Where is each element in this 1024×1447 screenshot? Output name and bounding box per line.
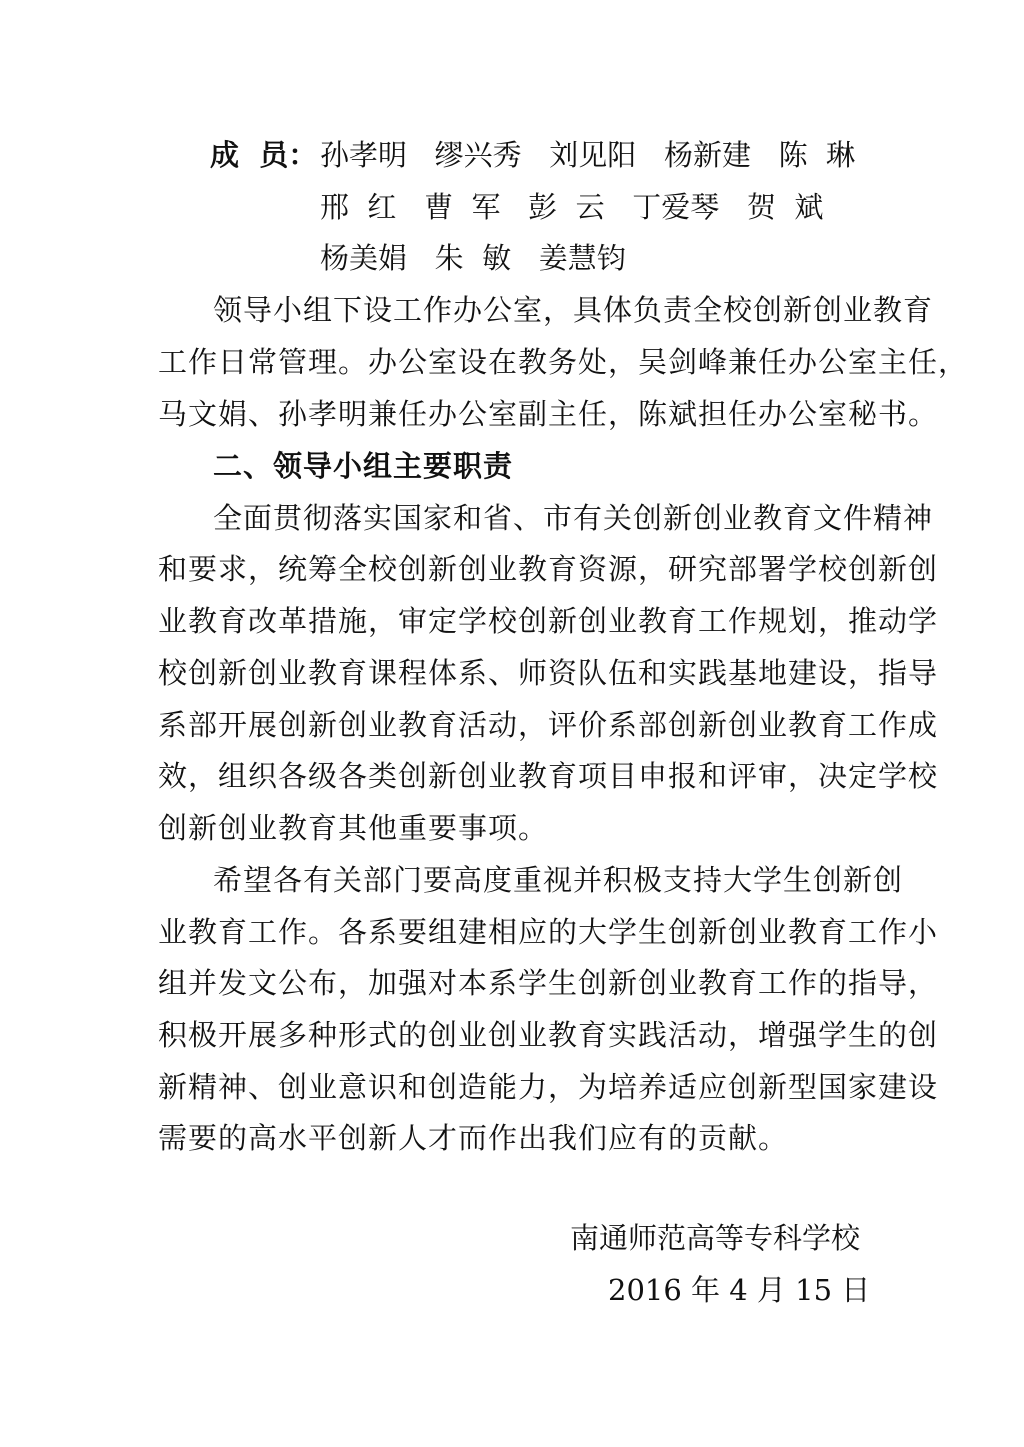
paragraph-line: 效，组织各级各类创新创业教育项目申报和评审，决定学校 (158, 759, 939, 793)
paragraph-line: 积极开展多种形式的创业创业教育实践活动，增强学生的创 (158, 1018, 939, 1052)
paragraph-line: 希望各有关部门要高度重视并积极支持大学生创新创 (213, 863, 904, 897)
paragraph-line: 工作日常管理。办公室设在教务处，吴剑峰兼任办公室主任， (158, 345, 969, 379)
paragraph-line: 校创新创业教育课程体系、师资队伍和实践基地建设，指导 (158, 656, 939, 690)
members-label: 成 员： (210, 138, 318, 172)
paragraph-line: 创新创业教育其他重要事项。 (158, 811, 549, 845)
paragraph-line: 马文娟、孙孝明兼任办公室副主任，陈斌担任办公室秘书。 (158, 397, 939, 431)
paragraph-line: 业教育工作。各系要组建相应的大学生创新创业教育工作小 (158, 915, 939, 949)
members-row: 孙孝明 缪兴秀 刘见阳 杨新建 陈 琳 (320, 138, 856, 172)
paragraph-line: 组并发文公布，加强对本系学生创新创业教育工作的指导， (158, 966, 939, 1000)
paragraph-line: 系部开展创新创业教育活动，评价系部创新创业教育工作成 (158, 708, 939, 742)
section-heading: 二、领导小组主要职责 (213, 449, 514, 483)
paragraph-line: 新精神、创业意识和创造能力，为培养适应创新型国家建设 (158, 1070, 939, 1104)
paragraph-line: 和要求，统筹全校创新创业教育资源，研究部署学校创新创 (158, 552, 939, 586)
paragraph-line: 业教育改革措施，审定学校创新创业教育工作规划，推动学 (158, 604, 939, 638)
paragraph-line: 领导小组下设工作办公室，具体负责全校创新创业教育 (213, 293, 934, 327)
paragraph-line: 全面贯彻落实国家和省、市有关创新创业教育文件精神 (213, 501, 934, 535)
paragraph-line: 需要的高水平创新人才而作出我们应有的贡献。 (158, 1121, 789, 1155)
members-row: 杨美娟 朱 敏 姜慧钧 (320, 241, 626, 275)
signature-organization: 南通师范高等专科学校 (570, 1221, 861, 1255)
signature-date: 2016 年 4 月 15 日 (608, 1273, 871, 1307)
members-row: 邢 红 曹 军 彭 云 丁爱琴 贺 斌 (320, 190, 824, 224)
